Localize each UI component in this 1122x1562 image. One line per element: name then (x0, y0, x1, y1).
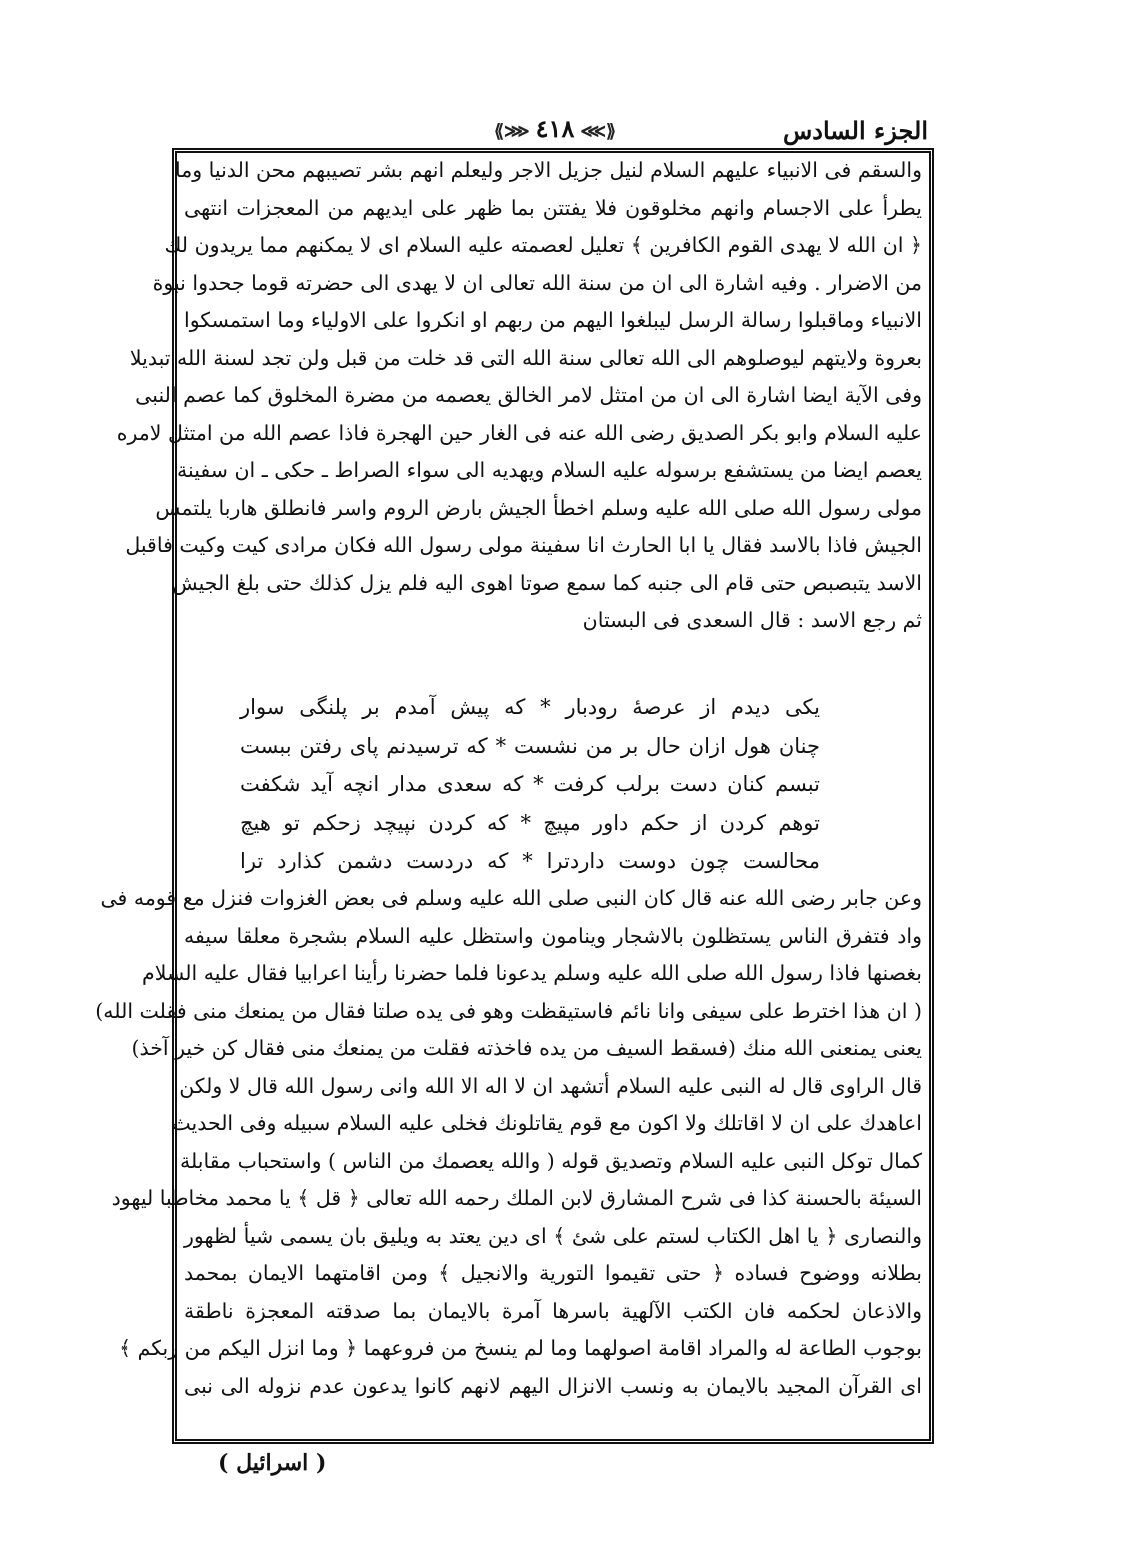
hemistich-left: كه ترسيدنم پاى رفتن ببست (240, 733, 488, 758)
hemistich-left: كه دردست دشمن كذارد ترا (240, 849, 509, 873)
text-line: ثم رجع الاسد : قال السعدى فى البستان (582, 608, 922, 632)
text-line: عليه السلام وابو بكر الصديق رضى الله عنه فى الغار حين الهجرة فاذا عصم الله من امتثل لامره (116, 420, 922, 445)
text-line: بغصنها فاذا رسول الله صلى الله عليه وسلم يدعونا فلما حضرنا رأينا اعرابيا فقال عليه السلام (142, 961, 922, 985)
text-line: اعاهدك على ان لا اقاتلك ولا اكون مع قوم يقاتلونك فخلى عليه السلام سبيله وفى الحديث (171, 1111, 922, 1135)
text-line: بوجوب الطاعة له والمراد اقامة اصولهما وما لم ينسخ من فروعهما ﴿ وما انزل اليكم من ربكم ﴾ (119, 1336, 922, 1360)
text-line: يطرأ على الاجسام وانهم مخلوقون فلا يفتتن بما ظهر على ايديهم من المعجزات انتهى (184, 195, 922, 220)
page-number-value: ٤١٨ (535, 114, 575, 143)
text-line: والاذعان لحكمه فان الكتب الآلهية باسرها آمرة بالايمان بما صدقته المعجزة ناطقة (184, 1298, 922, 1323)
catchword: ( اسرائيل ) (218, 1450, 327, 1476)
hemistich-right: يكى ديدم از عرصهٔ رودبار (565, 695, 820, 719)
text-line: يعنى يمنعنى الله منك (فسقط السيف من يده فاخذته فقلت من يمنعك منى فقال كن خير آخذ) (131, 1036, 922, 1060)
text-line: كمال توكل النبى عليه السلام وتصديق قوله ( والله يعصمك من الناس ) واستحباب مقابلة (180, 1148, 922, 1173)
verse-separator: * (522, 849, 533, 873)
hemistich-right: چنان هول ازان حال بر من نشست (513, 733, 820, 758)
poem-verse (240, 804, 820, 843)
poem-verse (240, 765, 820, 804)
verse-separator: * (533, 772, 544, 796)
poem (240, 688, 820, 881)
text-line: الانبياء وماقبلوا رسالة الرسل ليبلغوا اليهم من ربهم او انكروا على الاولياء وما استمسكوا (184, 308, 922, 332)
page-number (488, 114, 622, 143)
hemistich-right: محالست چون دوست داردترا (546, 849, 820, 873)
poem-verse (240, 688, 820, 727)
hemistich-left: كه كردن نپيچد زحكم تو هيچ (240, 810, 509, 835)
hemistich-left: كه پيش آمدم بر پلنگى سوار (240, 695, 526, 719)
verse-separator: * (520, 810, 531, 835)
poem-verse (240, 727, 820, 766)
text-line: وعن جابر رضى الله عنه قال كان النبى صلى الله عليه وسلم فى بعض الغزوات فنزل مع قومه فى (100, 886, 922, 910)
text-line: الجيش فاذا بالاسد فقال يا ابا الحارث انا سفينة مولى رسول الله فكان مرادى كيت وكيت فاقبل (125, 533, 922, 557)
text-line: بطلانه ووضوح فساده ﴿ حتى تقيموا التورية والانجيل ﴾ ومن اقامتهما الايمان بمحمد (184, 1261, 922, 1285)
text-line: والسقم فى الانبياء عليهم السلام لنيل جزيل الاجر وليعلم انهم بشر تصيبهم محن الدنيا وما (175, 158, 922, 182)
text-line: مولى رسول الله صلى الله عليه وسلم اخطأ الجيش بارض الروم واسر فانطلق هاربا يلتمس (155, 495, 922, 520)
text-line: السيئة بالحسنة كذا فى شرح المشارق لابن الملك رحمه الله تعالى ﴿ قل ﴾ يا محمد مخاطبا ليهود (111, 1186, 922, 1210)
text-line: واد فتفرق الناس يستظلون بالاشجار وينامون واستظل عليه السلام بشجرة معلقا سيفه (184, 923, 922, 948)
hemistich-right: تبسم كنان دست برلب كرفت (553, 772, 820, 796)
hemistich-right: توهم كردن از حكم داور مپيچ (543, 810, 820, 835)
text-line: والنصارى ﴿ يا اهل الكتاب لستم على شئ ﴾ اى دين يعتد به ويليق بان يسمى شيأ لظهور (184, 1223, 922, 1248)
text-line: الاسد يتبصبص حتى قام الى جنبه كما سمع صوتا اهوى اليه فلم يزل كذلك حتى بلغ الجيش (172, 570, 922, 595)
body-text-top (116, 152, 922, 640)
running-head: الجزء السادس (782, 116, 928, 145)
text-line: ﴿ ان الله لا يهدى القوم الكافرين ﴾ تعليل لعصمته عليه السلام اى لا يمكنهم مما يريدون لك (164, 233, 922, 257)
ornament-left: ⟪⋙ (580, 121, 616, 142)
text-line: وفى الآية ايضا اشارة الى ان من امتثل لامر الخالق يعصمه من مضرة المخلوق كما عصم النبى (135, 383, 922, 407)
hemistich-left: كه سعدى مدار انچه آيد شكفت (240, 772, 524, 796)
text-line: ( ان هذا اخترط على سيفى وانا نائم فاستيقظت وهو فى يده صلتا فقال من يمنعك منى فقلت الله) (95, 998, 922, 1023)
ornament-right: ⋘⟫ (494, 121, 530, 142)
text-line: اى القرآن المجيد بالايمان به ونسب الانزال اليهم لانهم كانوا يدعون عدم نزوله الى نبى (184, 1373, 922, 1398)
text-line: قال الراوى قال له النبى عليه السلام أتشهد ان لا اله الا الله وانى رسول الله قال لا ولكن (179, 1073, 922, 1098)
text-line: بعروة ولايتهم ليوصلوهم الى الله تعالى سنة الله التى قد خلت من قبل ولن تجد لسنة الله تبديلا (129, 345, 922, 370)
page-header (178, 112, 932, 148)
poem-verse (240, 842, 820, 881)
verse-separator: * (495, 733, 507, 758)
text-line: من الاضرار . وفيه اشارة الى ان من سنة الله تعالى ان لا يهدى الى حضرته قوما جحدوا نبوة (152, 270, 922, 295)
verse-separator: * (540, 695, 551, 719)
body-text-bottom (95, 880, 922, 1405)
text-line: يعصم ايضا من يستشفع برسوله عليه السلام ويهديه الى سواء الصراط ـ حكى ـ ان سفينة (177, 458, 922, 482)
